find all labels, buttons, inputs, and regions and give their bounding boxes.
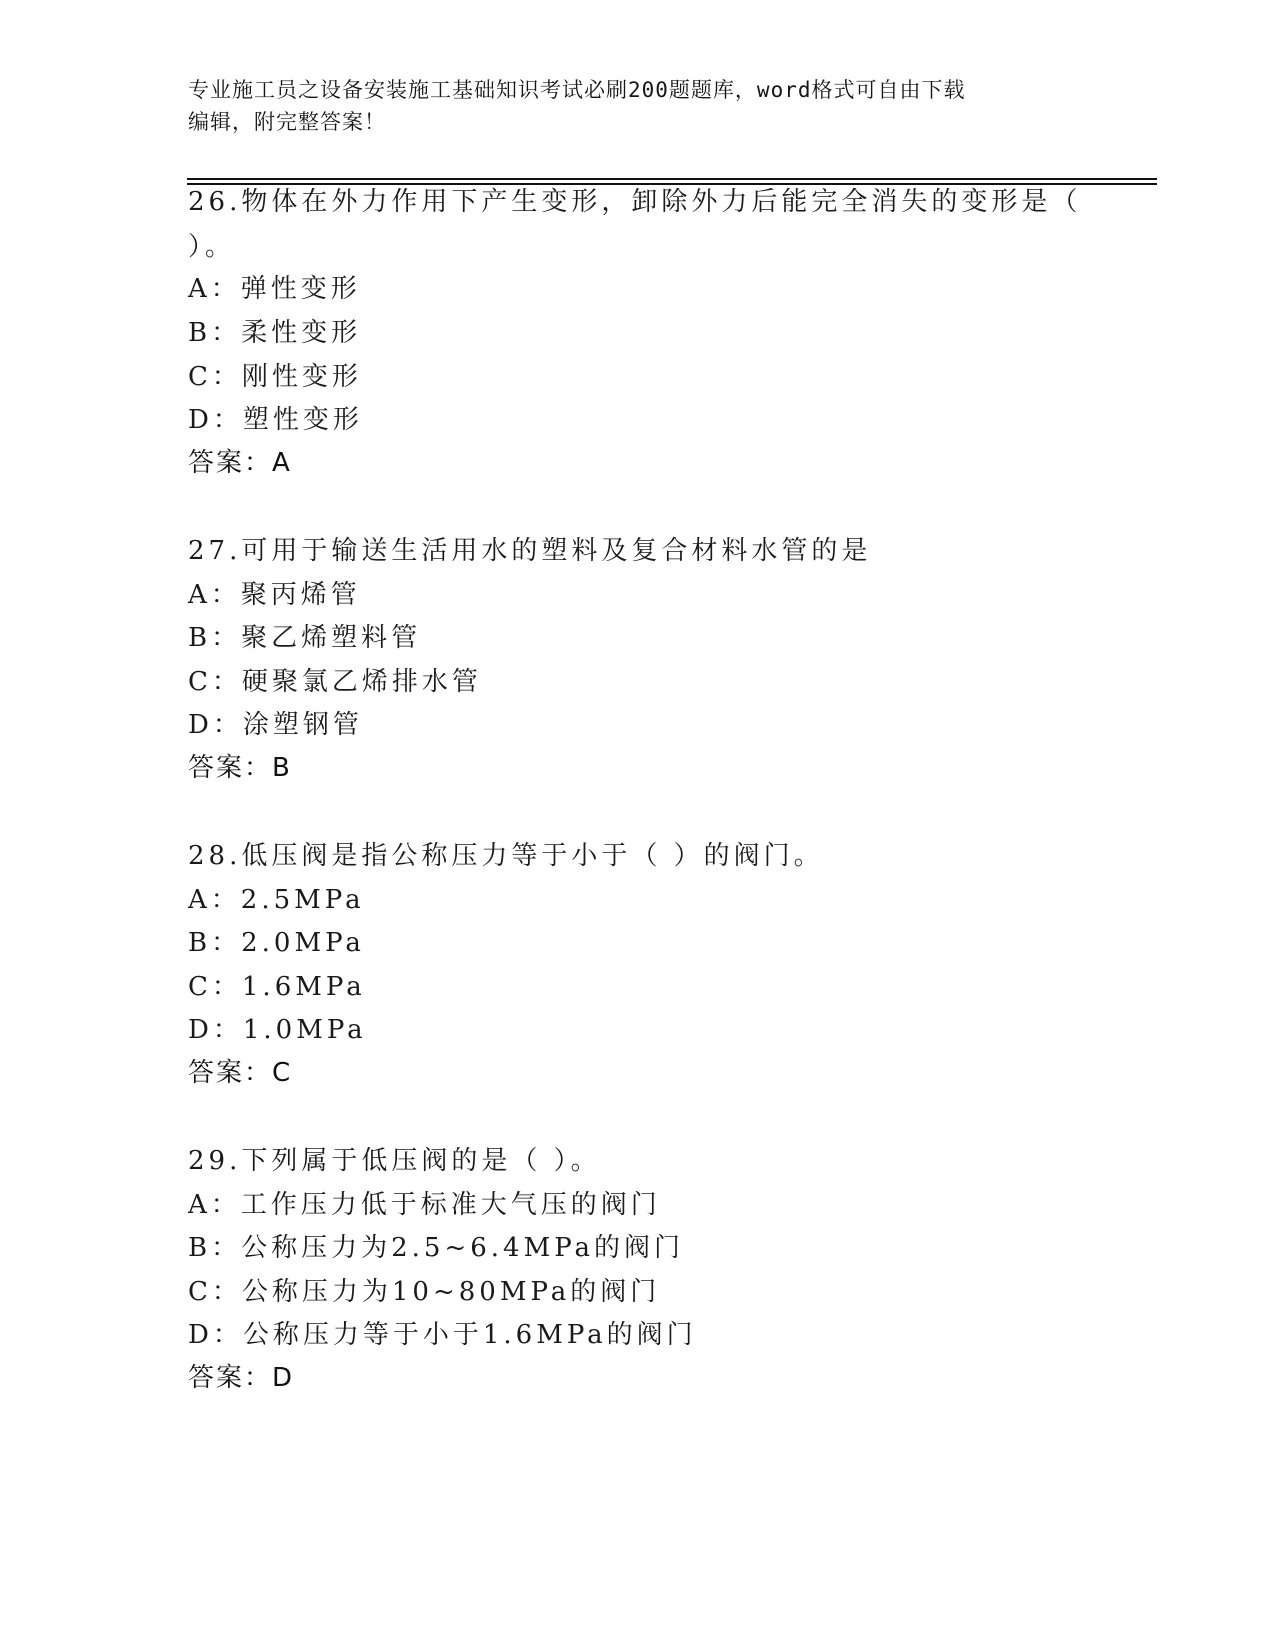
question-stem: 28.低压阀是指公称压力等于小于（ ）的阀门。 [188,841,824,871]
option-c: C：公称压力为10~80MPa的阀门 [188,1277,661,1307]
answer-label: 答案：C [188,1058,293,1088]
document-header [188,74,1068,138]
question-stem-continued: ）。 [188,232,236,262]
option-b: B：公称压力为2.5~6.4MPa的阀门 [188,1233,685,1263]
option-c: C：硬聚氯乙烯排水管 [188,667,482,697]
option-a: A：工作压力低于标准大气压的阀门 [188,1190,661,1220]
answer-label: 答案：B [188,753,292,783]
question-stem: 26.物体在外力作用下产生变形，卸除外力后能完全消失的变形是（ [188,187,1082,217]
header-divider-bottom [187,183,1157,185]
answer-label: 答案：A [188,448,292,478]
option-d: D：公称压力等于小于1.6MPa的阀门 [188,1320,697,1350]
header-line-2: 编辑，附完整答案！ [188,110,386,134]
option-b: B：聚乙烯塑料管 [188,623,422,653]
option-a: A：聚丙烯管 [188,580,361,610]
question-stem: 27.可用于输送生活用水的塑料及复合材料水管的是 [188,536,872,566]
option-c: C：刚性变形 [188,362,362,392]
option-d: D：1.0MPa [188,1015,367,1045]
option-d: D：涂塑钢管 [188,710,363,740]
header-divider-top [187,178,1157,180]
question-stem: 29.下列属于低压阀的是（ ）。 [188,1146,601,1176]
option-c: C：1.6MPa [188,972,366,1002]
header-line-1: 专业施工员之设备安装施工基础知识考试必刷200题题库，word格式可自由下载 [188,78,966,102]
option-b: B：柔性变形 [188,318,362,348]
option-b: B：2.0MPa [188,928,365,958]
answer-label: 答案：D [188,1363,295,1393]
option-a: A：2.5MPa [188,885,365,915]
option-d: D：塑性变形 [188,405,363,435]
option-a: A：弹性变形 [188,274,361,304]
